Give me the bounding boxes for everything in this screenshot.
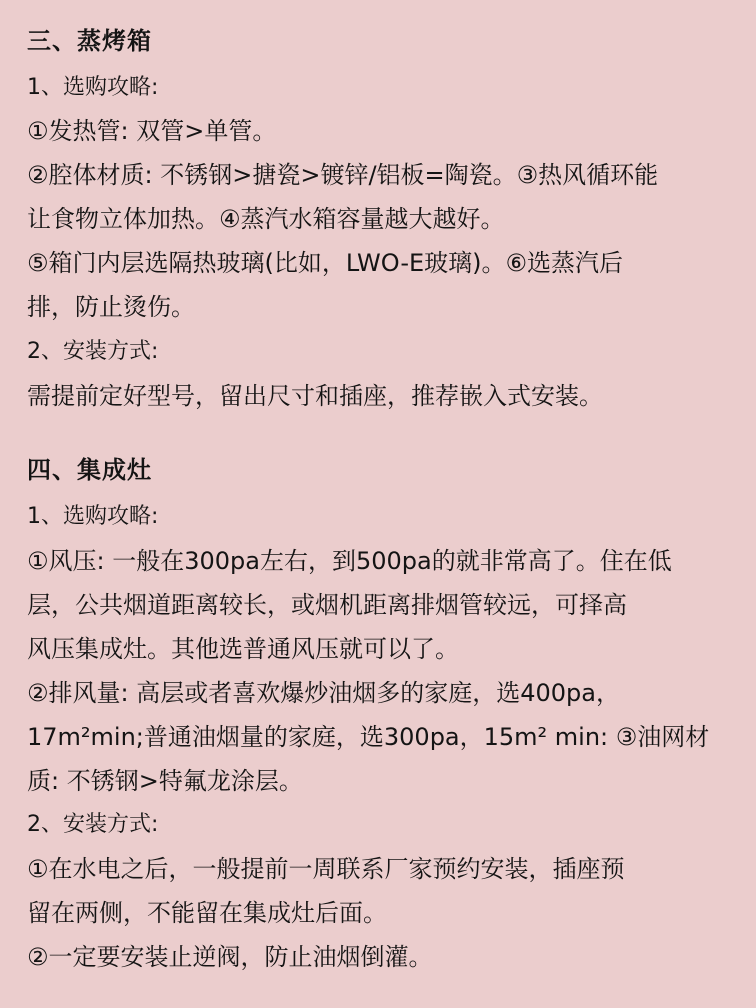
section-title: 三、蒸烤箱 [27, 27, 152, 55]
text-line: ②排风量: 高层或者喜欢爆炒油烟多的家庭，选400pa， [27, 679, 620, 707]
subheading-buying-guide: 1、选购攻略: [27, 75, 159, 100]
text-line: 层，公共烟道距离较长，或烟机距离排烟管较远，可择高 [27, 591, 627, 619]
text-line: 需提前定好型号，留出尺寸和插座，推荐嵌入式安装。 [27, 382, 603, 410]
text-line: 排，防止烫伤。 [27, 293, 195, 321]
subheading-installation: 2、安装方式: [27, 339, 159, 364]
text-line: 留在两侧，不能留在集成灶后面。 [27, 899, 387, 927]
text-line: ②一定要安装止逆阀，防止油烟倒灌。 [27, 943, 433, 971]
text-line: ⑤箱门内层选隔热玻璃(比如，LWO-E玻璃)。⑥选蒸汽后 [27, 249, 624, 277]
text-line: ①发热管: 双管>单管。 [27, 117, 277, 145]
text-line: ①风压: 一般在300pa左右，到500pa的就非常高了。住在低 [27, 547, 672, 575]
text-line: ②腔体材质: 不锈钢>搪瓷>镀锌/铝板=陶瓷。③热风循环能 [27, 161, 659, 189]
text-line: 让食物立体加热。④蒸汽水箱容量越大越好。 [27, 205, 505, 233]
subheading-buying-guide: 1、选购攻略: [27, 504, 159, 529]
text-line: 质: 不锈钢>特氟龙涂层。 [27, 767, 303, 795]
section-title: 四、集成灶 [27, 456, 152, 484]
text-line: ①在水电之后，一般提前一周联系厂家预约安装，插座预 [27, 855, 625, 883]
subheading-installation: 2、安装方式: [27, 812, 159, 837]
text-line: 风压集成灶。其他选普通风压就可以了。 [27, 635, 459, 663]
text-line: 17m²min;普通油烟量的家庭，选300pa，15m² min: ③油网材 [27, 723, 710, 751]
